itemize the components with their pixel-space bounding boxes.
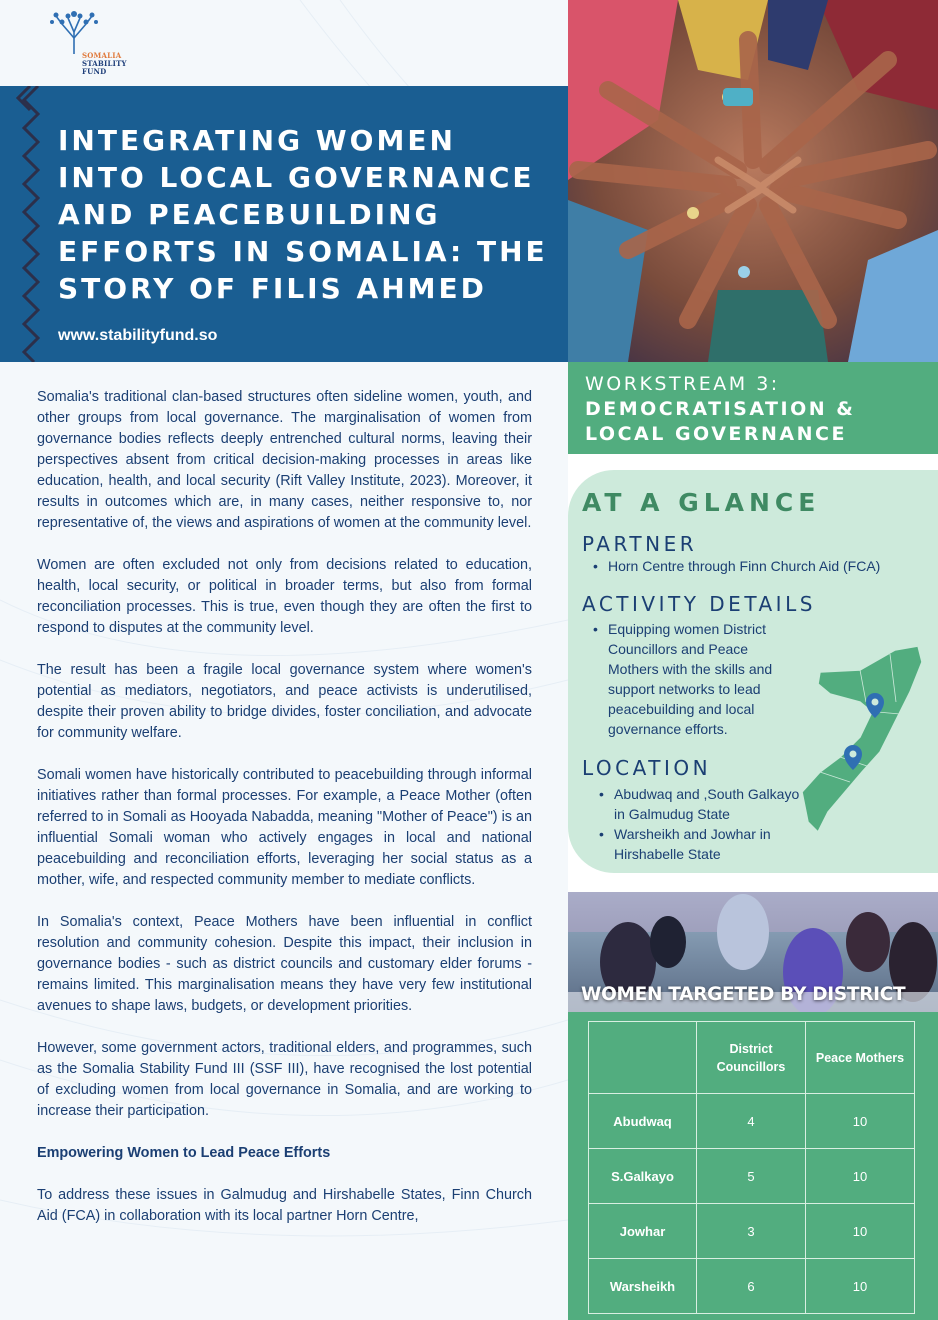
chevron-pattern-icon — [16, 86, 44, 362]
mothers-count: 10 — [806, 1204, 915, 1259]
article-body — [37, 387, 532, 1248]
logo-line-3: FUND — [82, 67, 107, 76]
section-heading: Empowering Women to Lead Peace Efforts — [37, 1145, 331, 1161]
table-header-row — [589, 1022, 915, 1094]
paragraph-2: Women are often excluded not only from decisions related to education, health, local security, or political in broader terms, but also from formal reconciliation processes. This is true, even though they are often the first to respond to disputes at the community level. — [37, 557, 532, 636]
councillors-count: 3 — [697, 1204, 806, 1259]
workstream-subtitle-2: LOCAL GOVERNANCE — [585, 423, 847, 445]
activity-item: • Equipping women District Councillors and Peace Mothers with the skills and support networks to lead peacebuilding and local governance efforts. — [590, 619, 796, 739]
at-a-glance-panel — [568, 470, 938, 873]
paragraph-6: However, some government actors, traditional elders, and programmes, such as the Somalia Stability Fund III (SSF III), have recognised the lost potential of excluding women from local governance in Somalia, and are working to increase their participation. — [37, 1040, 532, 1119]
table-header-mothers: Peace Mothers — [806, 1022, 915, 1094]
women-targeted-section — [568, 892, 938, 1320]
location-item-2: • Warsheikh and Jowhar in Hirshabelle State — [596, 824, 806, 864]
councillors-count: 5 — [697, 1149, 806, 1204]
district-table — [588, 1021, 915, 1314]
mothers-count: 10 — [806, 1094, 915, 1149]
ssf-logo — [44, 8, 144, 74]
district-name: S.Galkayo — [589, 1149, 697, 1204]
district-name: Jowhar — [589, 1204, 697, 1259]
partner-item: • Horn Centre through Finn Church Aid (FCA) — [590, 556, 930, 576]
location-list — [596, 784, 806, 864]
councillors-count: 6 — [697, 1259, 806, 1314]
location-heading: LOCATION — [582, 756, 712, 780]
mothers-count: 10 — [806, 1259, 915, 1314]
paragraph-5: In Somalia's context, Peace Mothers have been influential in conflict resolution and community cohesion. Despite this impact, their inclusion in governance bodies - such as district councils and customary elder forums - remains limited. This marginalisation means they have very few institutional avenues to shape laws, budgets, or development priorities. — [37, 914, 532, 1014]
table-row — [589, 1204, 915, 1259]
hands-photo — [568, 0, 938, 362]
activity-heading: ACTIVITY DETAILS — [582, 592, 816, 616]
page-title: INTEGRATING WOMEN INTO LOCAL GOVERNANCE AND PEACEBUILDING EFFORTS IN SOMALIA: THE STORY OF FILIS AHMED — [58, 124, 548, 305]
hands-together-image — [568, 0, 938, 362]
table-header-councillors: District Councillors — [697, 1022, 806, 1094]
district-name: Warsheikh — [589, 1259, 697, 1314]
workstream-banner — [568, 362, 938, 454]
district-name: Abudwaq — [589, 1094, 697, 1149]
website-link[interactable]: www.stabilityfund.so — [58, 327, 218, 344]
somalia-map-icon — [800, 642, 930, 842]
location-item-1: • Abudwaq and ,South Galkayo in Galmudug State — [596, 784, 806, 824]
workstream-title: WORKSTREAM 3: — [585, 373, 780, 395]
councillors-count: 4 — [697, 1094, 806, 1149]
women-targeted-title: WOMEN TARGETED BY DISTRICT — [581, 984, 906, 1005]
table-row — [589, 1259, 915, 1314]
title-banner — [0, 86, 568, 362]
partner-heading: PARTNER — [582, 532, 698, 556]
logo-line-2: STABILITY — [82, 59, 127, 68]
mothers-count: 10 — [806, 1149, 915, 1204]
paragraph-4: Somali women have historically contributed to peacebuilding through informal initiatives rather than formal processes. For example, a Peace Mother (often referred to in Somali as Hooyada Nabadda, meaning "Mother of Peace") is an influential Somali woman who actively engages in local and national peacebuilding and reconciliation efforts, leveraging her social status as a mother, wife, and respected community member to mediate conflicts. — [37, 767, 532, 888]
table-row — [589, 1094, 915, 1149]
activity-list — [590, 619, 796, 739]
table-row — [589, 1149, 915, 1204]
tree-logo-icon — [48, 8, 100, 56]
table-header-blank — [589, 1022, 697, 1094]
paragraph-3: The result has been a fragile local governance system where women's potential as mediators, negotiators, and peace activists is underutilised, despite their proven ability to bridge divides, foster conciliation, and advocate for community welfare. — [37, 662, 532, 741]
paragraph-1: Somalia's traditional clan-based structures often sideline women, youth, and other groups from local governance. The marginalisation of women from governance bodies reflects deeply entrenched cultural norms, leaving their perspectives absent from critical decision-making processes in areas like education, health, and local security (Rift Valley Institute, 2023). Moreover, it results in outcomes which are, in many cases, neither responsive to, nor representative of, the views and aspirations of women at the community level. — [37, 389, 532, 531]
partner-list — [590, 556, 930, 576]
paragraph-7: To address these issues in Galmudug and Hirshabelle States, Finn Church Aid (FCA) in collaboration with its local partner Horn Centre, — [37, 1187, 532, 1224]
logo-line-1: SOMALIA — [82, 51, 122, 60]
glance-title: AT A GLANCE — [582, 488, 821, 517]
workstream-subtitle-1: DEMOCRATISATION & — [585, 398, 856, 420]
